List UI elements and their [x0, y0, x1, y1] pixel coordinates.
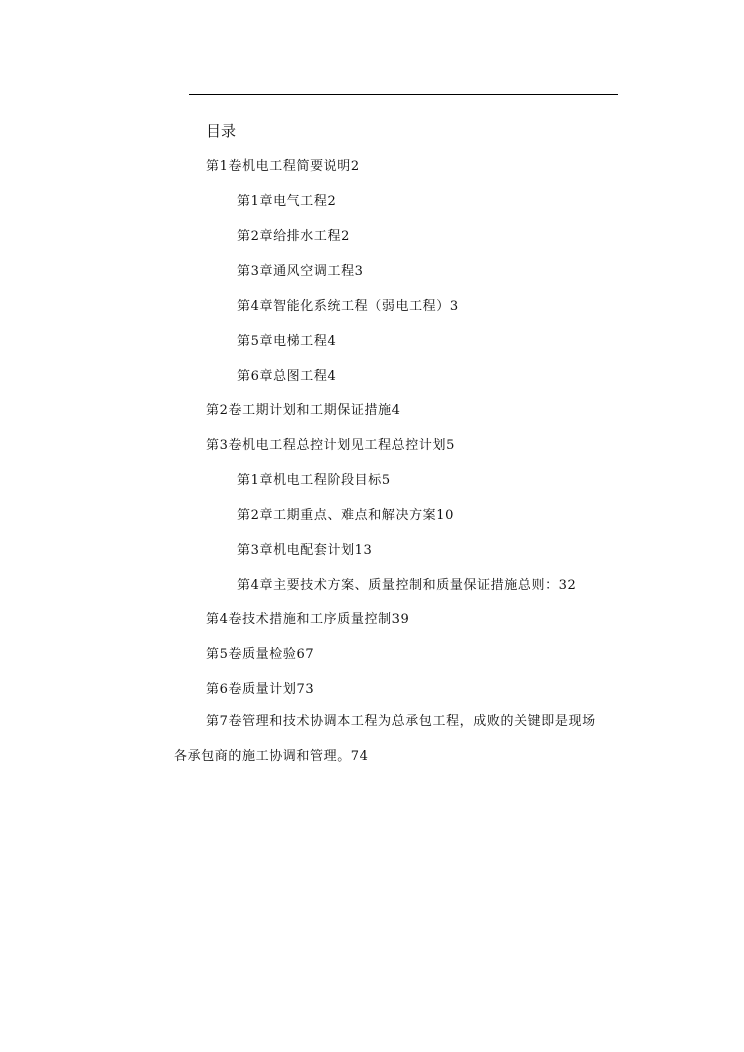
toc-entry[interactable]: 第1卷机电工程简要说明2	[206, 159, 360, 174]
toc-entry[interactable]: 第3章通风空调工程3	[237, 264, 364, 279]
toc-entry[interactable]: 第4章智能化系统工程（弱电工程）3	[237, 299, 459, 314]
toc-entry-wrapped[interactable]	[174, 704, 636, 774]
toc-entry[interactable]: 第5章电梯工程4	[237, 334, 337, 349]
toc-entry[interactable]: 第2卷工期计划和工期保证措施4	[206, 403, 401, 418]
toc-entry-line2: 各承包商的施工协调和管理。74	[174, 749, 369, 764]
toc-entry[interactable]: 第2章工期重点、难点和解决方案10	[237, 508, 455, 523]
toc-entry[interactable]: 第5卷质量检验67	[206, 647, 315, 662]
toc-entry[interactable]: 第3章机电配套计划13	[237, 543, 373, 558]
toc-entry[interactable]: 第1章电气工程2	[237, 194, 337, 209]
toc-entry[interactable]: 第3卷机电工程总控计划见工程总控计划5	[206, 438, 455, 453]
header-rule	[189, 94, 618, 95]
toc-entry-line1: 第7卷管理和技术协调本工程为总承包工程，成败的关键即是现场	[206, 714, 596, 729]
toc-title: 目录	[206, 122, 237, 140]
toc-entry[interactable]: 第4章主要技术方案、质量控制和质量保证措施总则：32	[237, 578, 577, 593]
toc-entry[interactable]: 第2章给排水工程2	[237, 229, 350, 244]
toc-entry[interactable]: 第4卷技术措施和工序质量控制39	[206, 612, 410, 627]
toc-entry[interactable]: 第1章机电工程阶段目标5	[237, 473, 391, 488]
toc-entry[interactable]: 第6卷质量计划73	[206, 682, 315, 697]
toc-entry[interactable]: 第6章总图工程4	[237, 369, 337, 384]
